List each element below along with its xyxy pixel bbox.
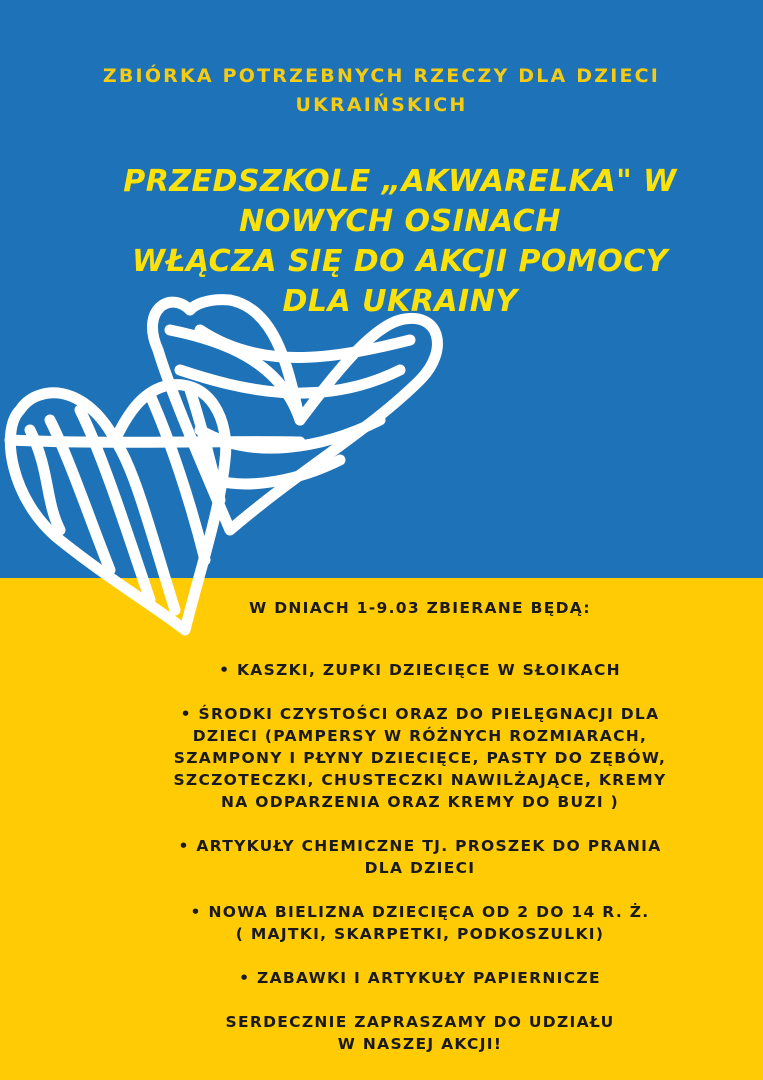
list-item — [120, 835, 720, 879]
list-item — [120, 659, 720, 681]
list-item-line: NA ODPARZENIA ORAZ KREMY DO BUZI ) — [220, 793, 620, 811]
header-line-1: ZBIÓRKA POTRZEBNYCH RZECZY DLA DZIECI — [102, 65, 661, 87]
title-line-2: NOWYCH OSINACH — [239, 204, 561, 239]
list-item-line: • ŚRODKI CZYSTOŚCI ORAZ DO PIELĘGNACJI DLA — [180, 705, 660, 723]
collection-dates: W DNIACH 1-9.03 ZBIERANE BĘDĄ: — [249, 599, 591, 617]
list-item-line: • KASZKI, ZUPKI DZIECIĘCE W SŁOIKACH — [219, 661, 621, 679]
closing-line-2: W NASZEJ AKCJI! — [337, 1035, 503, 1053]
list-item-line: DLA DZIECI — [364, 859, 476, 877]
list-item-line: SZCZOTECZKI, CHUSTECZKI NAWILŻAJĄCE, KREMY — [173, 771, 667, 789]
title-line-1: PRZEDSZKOLE „AKWARELKA" W — [123, 164, 677, 199]
list-item-line: DZIECI (PAMPERSY W RÓŻNYCH ROZMIARACH, — [192, 727, 648, 745]
list-item-line: SZAMPONY I PŁYNY DZIECIĘCE, PASTY DO ZĘBÓW, — [173, 749, 667, 767]
collection-header — [40, 62, 723, 120]
title-line-4: DLA UKRAINY — [282, 284, 518, 319]
list-item — [120, 967, 720, 989]
list-item-line: • ZABAWKI I ARTYKUŁY PAPIERNICZE — [239, 969, 601, 987]
collection-details — [120, 597, 720, 1055]
two-hearts-icon — [0, 270, 460, 650]
header-line-2: UKRAIŃSKICH — [295, 94, 468, 116]
list-item-line: ( MAJTKI, SKARPETKI, PODKOSZULKI) — [235, 925, 605, 943]
closing-line-1: SERDECZNIE ZAPRASZAMY DO UDZIAŁU — [225, 1013, 615, 1031]
main-title — [80, 162, 720, 322]
list-item-line: • ARTYKUŁY CHEMICZNE TJ. PROSZEK DO PRANIA — [178, 837, 662, 855]
title-line-3: WŁĄCZA SIĘ DO AKCJI POMOCY — [131, 244, 669, 279]
list-item-line: • NOWA BIELIZNA DZIECIĘCA OD 2 DO 14 R. Ż. — [190, 903, 650, 921]
list-item — [120, 901, 720, 945]
closing-invitation — [120, 1011, 720, 1055]
list-item — [120, 703, 720, 813]
